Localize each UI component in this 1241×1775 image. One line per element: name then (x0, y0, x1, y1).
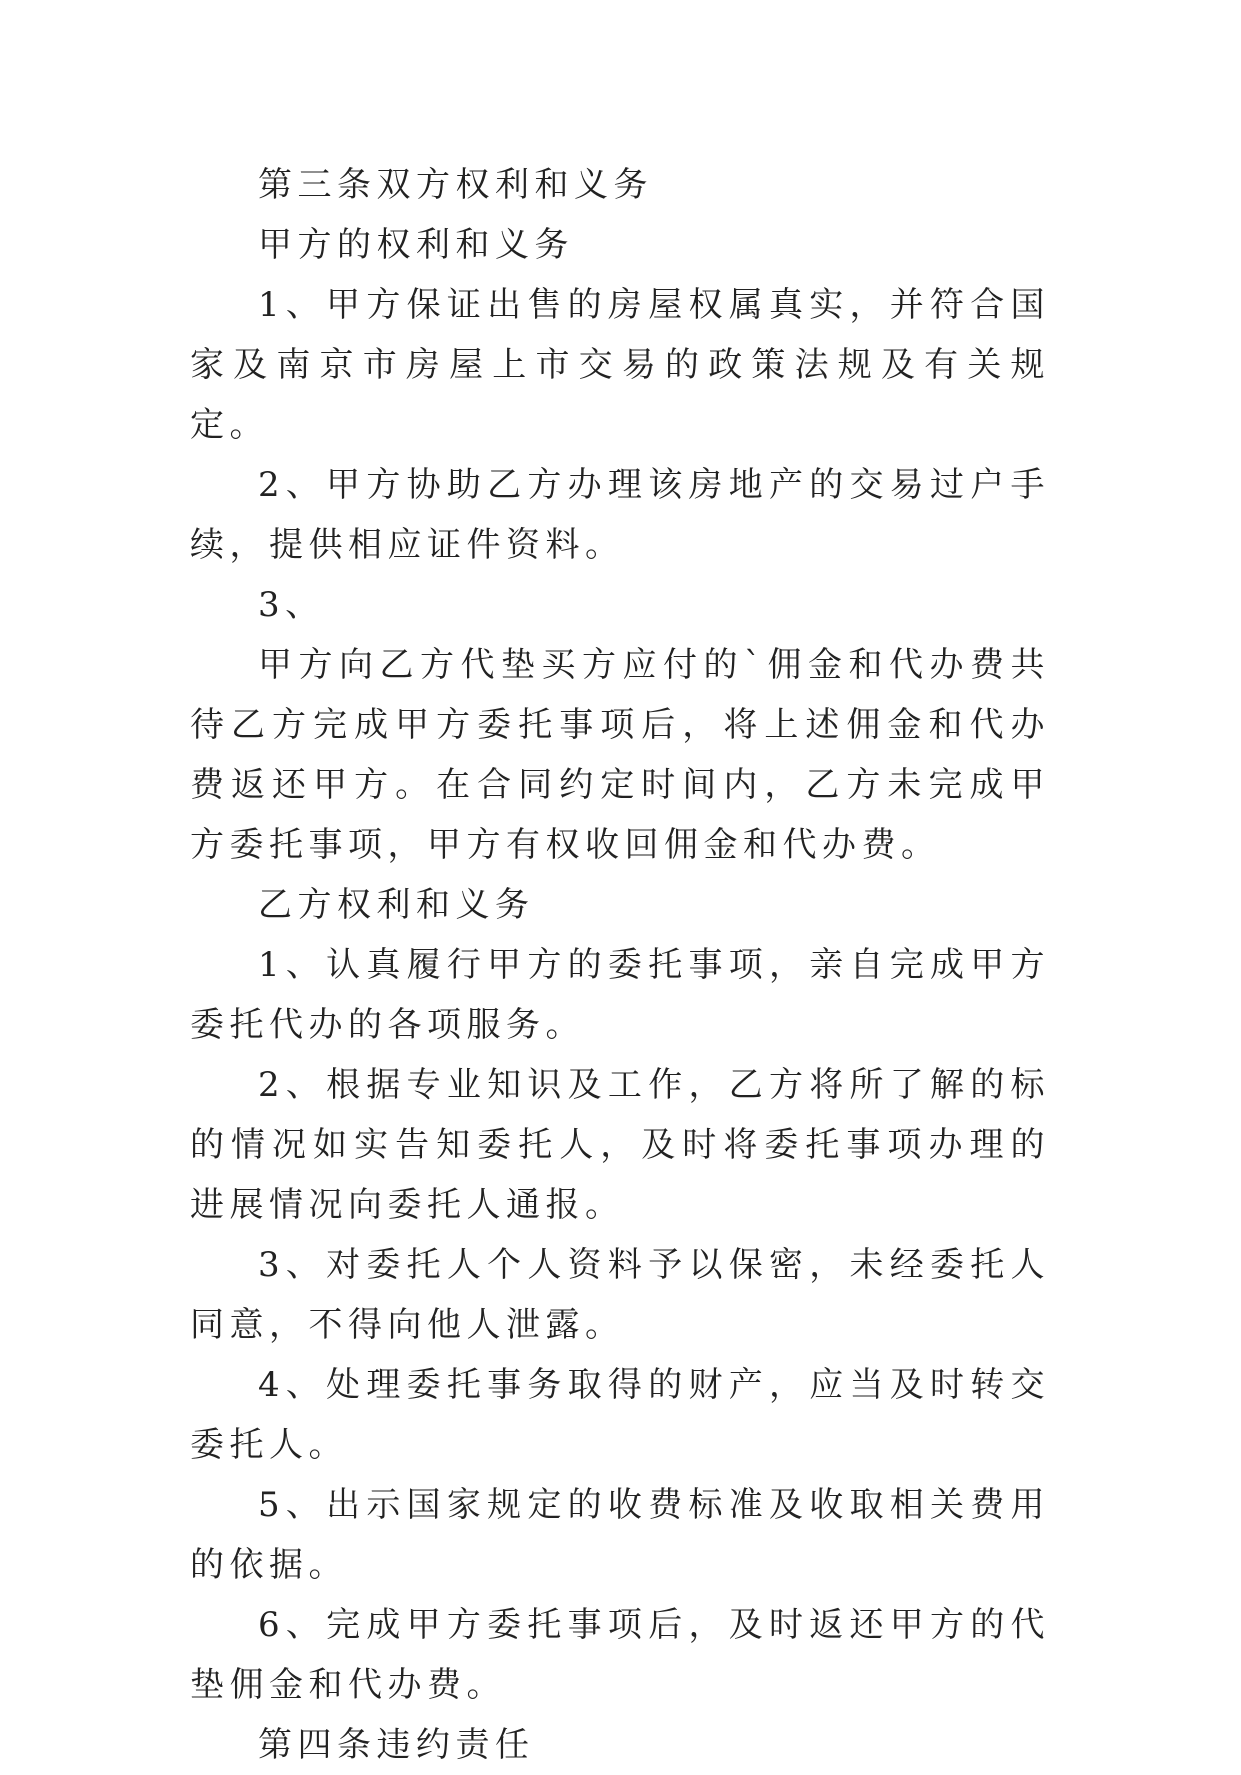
party-b-item-4: 4、处理委托事务取得的财产，应当及时转交委托人。 (190, 1365, 1050, 1465)
party-b-item-1: 1、认真履行甲方的委托事项，亲自完成甲方委托代办的各项服务。 (190, 945, 1050, 1045)
party-a-item-2: 2、甲方协助乙方办理该房地产的交易过户手续，提供相应证件资料。 (190, 465, 1050, 565)
party-b-heading: 乙方权利和义务 (258, 885, 535, 925)
article-4-heading: 第四条违约责任 (258, 1725, 535, 1765)
party-b-item-2: 2、根据专业知识及工作，乙方将所了解的标的情况如实告知委托人，及时将委托事项办理的进展情况向委托人通报。 (190, 1065, 1050, 1225)
party-b-item-3: 3、对委托人个人资料予以保密，未经委托人同意，不得向他人泄露。 (190, 1245, 1050, 1345)
party-a-item-1: 1、甲方保证出售的房屋权属真实，并符合国家及南京市房屋上市交易的政策法规及有关规定。 (190, 285, 1050, 445)
party-b-item-6: 6、完成甲方委托事项后，及时返还甲方的代垫佣金和代办费。 (190, 1605, 1050, 1705)
party-b-item-5: 5、出示国家规定的收费标准及收取相关费用的依据。 (190, 1485, 1050, 1585)
party-a-item-3: 3、 (258, 585, 325, 625)
document-body (190, 155, 1050, 1775)
party-a-heading: 甲方的权利和义务 (258, 225, 574, 265)
article-3-heading: 第三条双方权利和义务 (258, 165, 653, 205)
party-a-item-3-text: 甲方向乙方代垫买方应付的`佣金和代办费共待乙方完成甲方委托事项后，将上述佣金和代办费返还甲方。在合同约定时间内，乙方未完成甲方委托事项，甲方有权收回佣金和代办费。 (190, 645, 1050, 865)
